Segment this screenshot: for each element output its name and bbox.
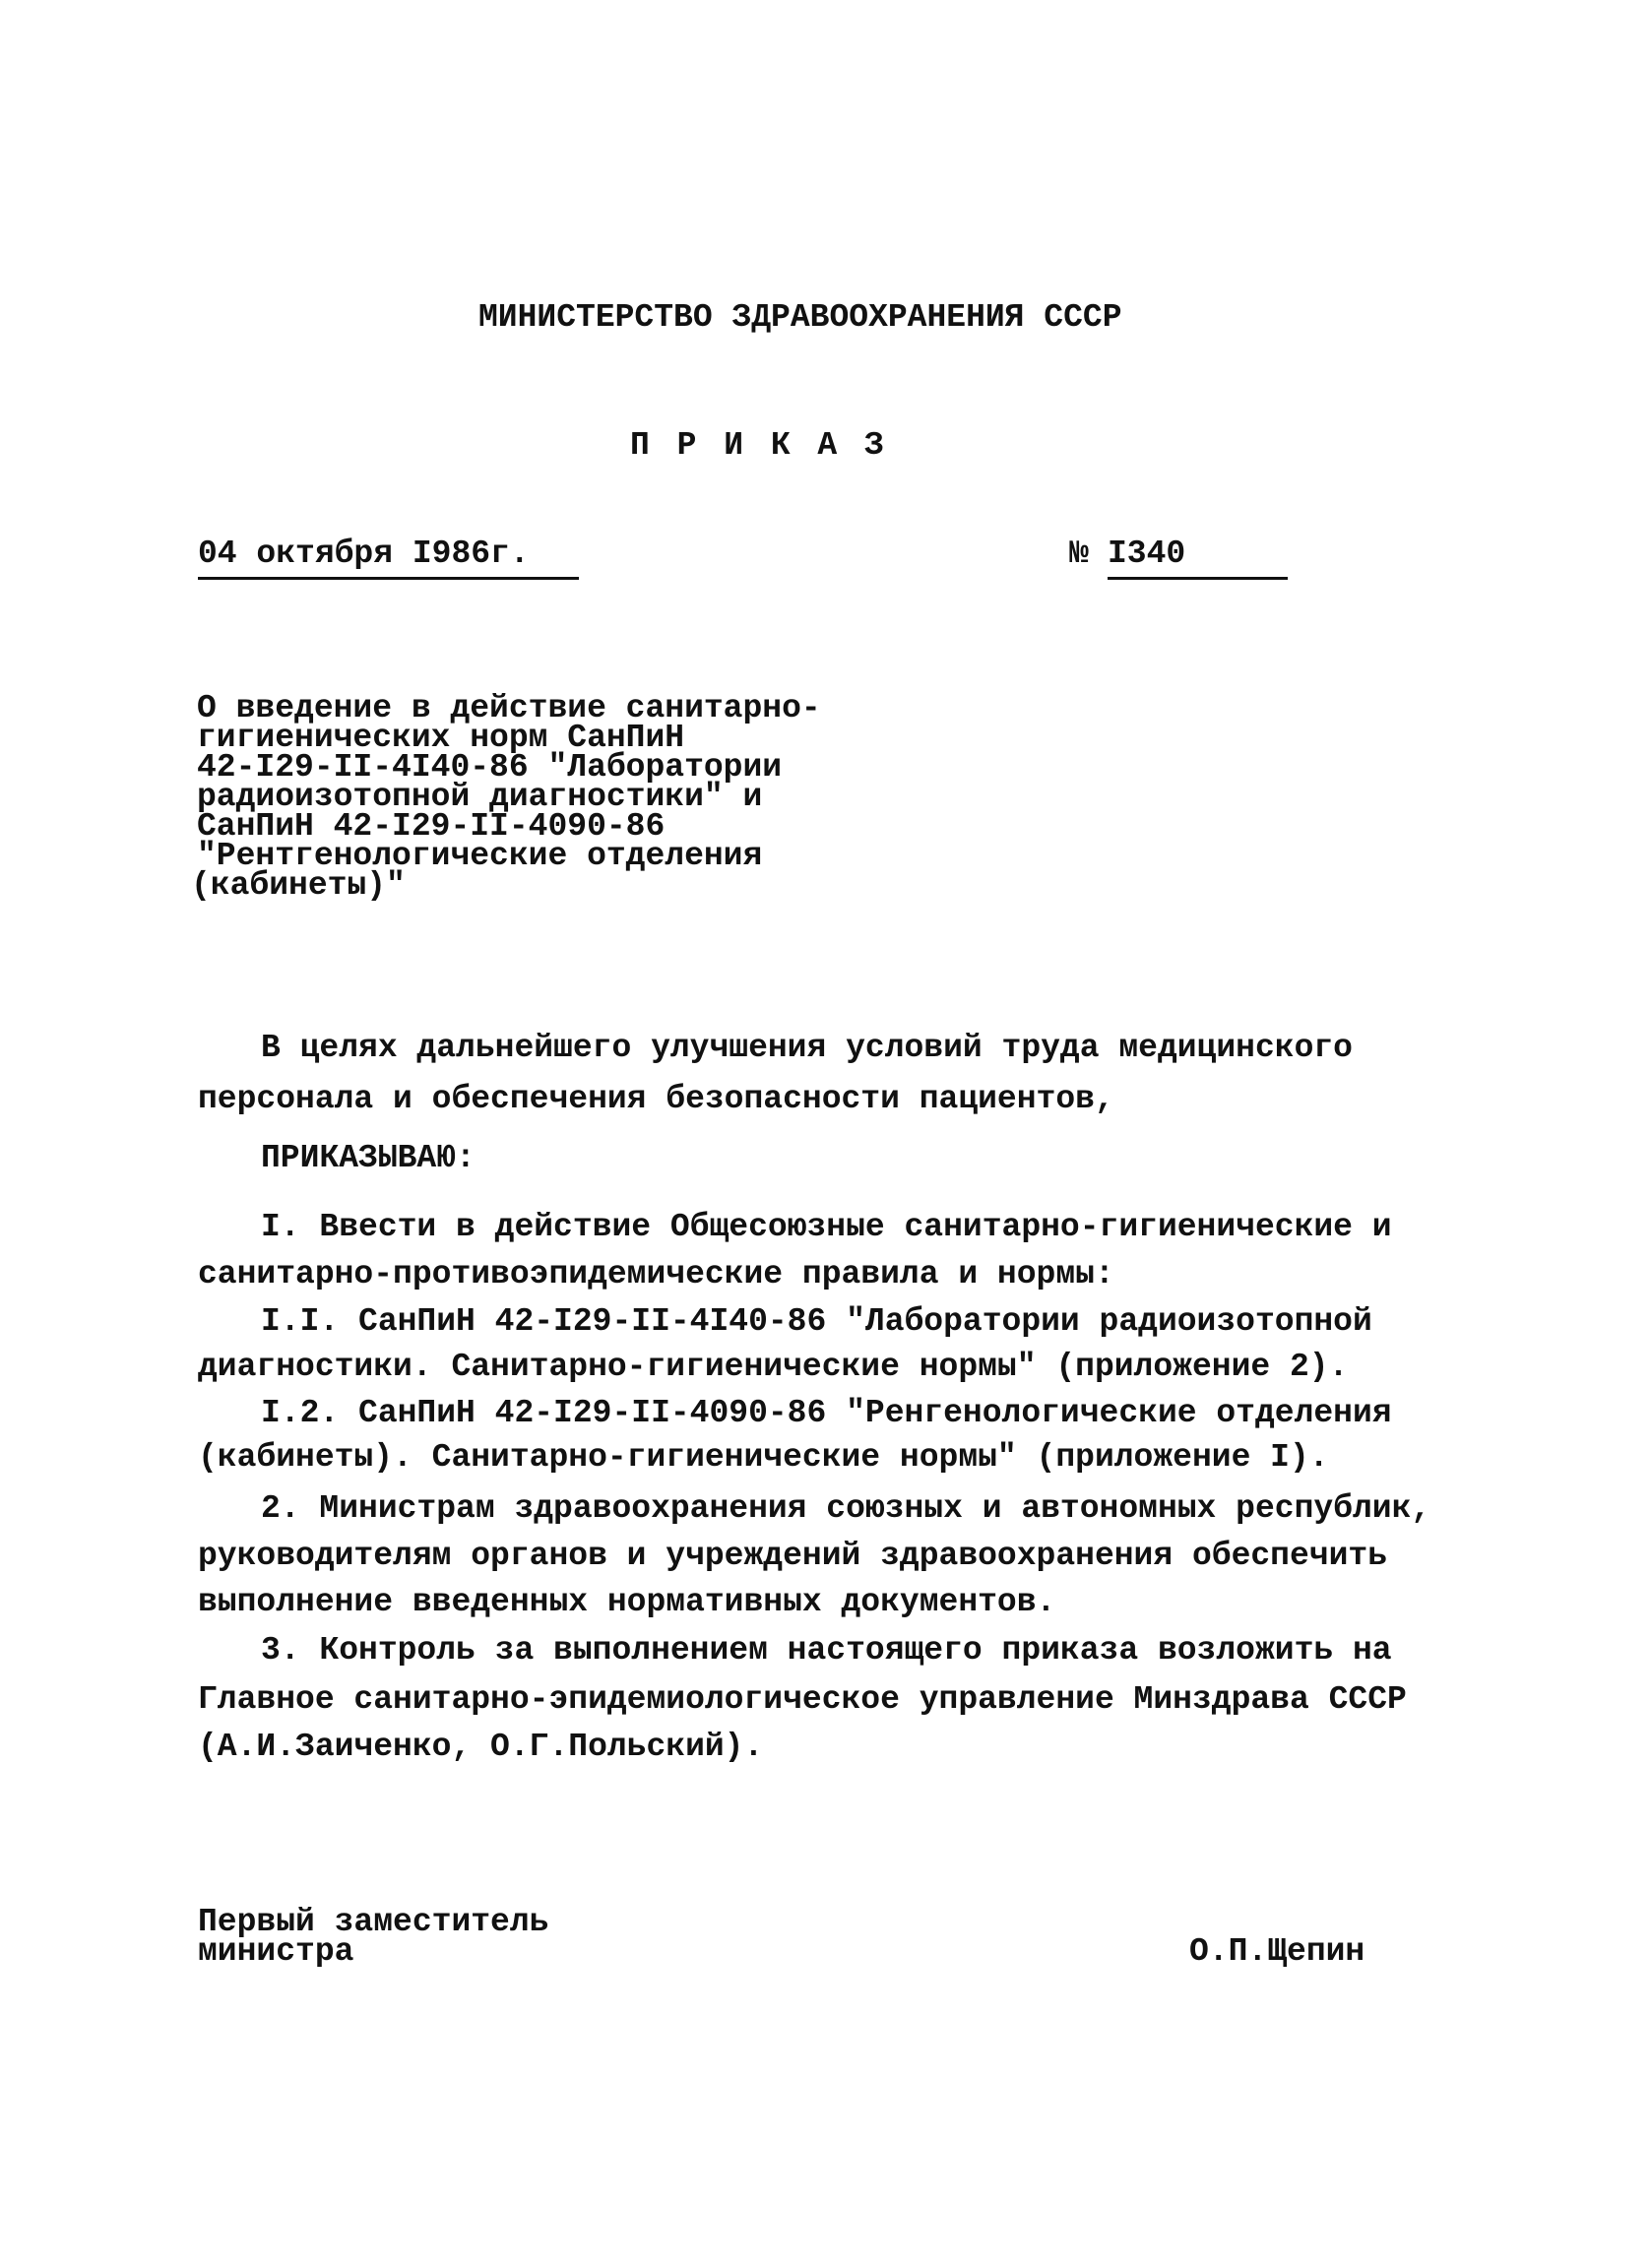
order-directive: ПРИКАЗЫВАЮ: xyxy=(261,1140,476,1176)
subject-line: СанПиН 42-I29-II-4090-86 xyxy=(197,808,666,845)
body-line: выполнение введенных нормативных документов. xyxy=(198,1584,1056,1620)
subject-line: радиоизотопной диагностики" и xyxy=(197,779,763,815)
signatory-position-line: министра xyxy=(198,1933,354,1970)
ministry-title: МИНИСТЕРСТВО ЗДРАВООХРАНЕНИЯ СССР xyxy=(478,299,1122,336)
subject-line: 42-I29-II-4I40-86 "Лаборатории xyxy=(197,749,783,786)
body-line: I. Ввести в действие Общесоюзные санитарно-гигиенические и xyxy=(261,1209,1392,1245)
body-line: 2. Министрам здравоохранения союзных и автономных республик, xyxy=(261,1490,1431,1527)
subject-line: (кабинеты)" xyxy=(191,867,406,904)
subject-line: О введение в действие санитарно- xyxy=(197,690,821,726)
body-line: Главное санитарно-эпидемиологическое управление Минздрава СССР xyxy=(198,1681,1407,1718)
order-date: 04 октября I986г. xyxy=(198,536,530,572)
number-underline xyxy=(1108,577,1288,580)
number-sign: № xyxy=(1069,536,1089,572)
body-line: санитарно-противоэпидемические правила и нормы: xyxy=(198,1256,1114,1292)
body-line: I.2. СанПиН 42-I29-II-4090-86 "Ренгенологические отделения xyxy=(261,1395,1392,1431)
order-number: I340 xyxy=(1108,536,1186,572)
body-line: 3. Контроль за выполнением настоящего приказа возложить на xyxy=(261,1632,1392,1669)
order-subject xyxy=(191,690,821,904)
body-line: персонала и обеспечения безопасности пациентов, xyxy=(198,1081,1114,1117)
signatory-name: О.П.Щепин xyxy=(1189,1933,1365,1970)
subject-line: "Рентгенологические отделения xyxy=(197,838,763,874)
signatory-position-line: Первый заместитель xyxy=(198,1904,549,1940)
body-line: диагностики. Санитарно-гигиенические нормы" (приложение 2). xyxy=(198,1349,1349,1385)
body-line: В целях дальнейшего улучшения условий труда медицинского xyxy=(261,1030,1353,1066)
date-underline xyxy=(198,577,579,580)
body-line: I.I. СанПиН 42-I29-II-4I40-86 "Лаборатории радиоизотопной xyxy=(261,1303,1372,1340)
subject-line: гигиенических норм СанПиН xyxy=(197,720,685,756)
body-line: (А.И.Заиченко, О.Г.Польский). xyxy=(198,1729,764,1765)
body-line: руководителям органов и учреждений здравоохранения обеспечить xyxy=(198,1538,1387,1574)
body-line: (кабинеты). Санитарно-гигиенические нормы" (приложение I). xyxy=(198,1439,1329,1476)
document-type-heading: П Р И К А З xyxy=(630,427,888,464)
